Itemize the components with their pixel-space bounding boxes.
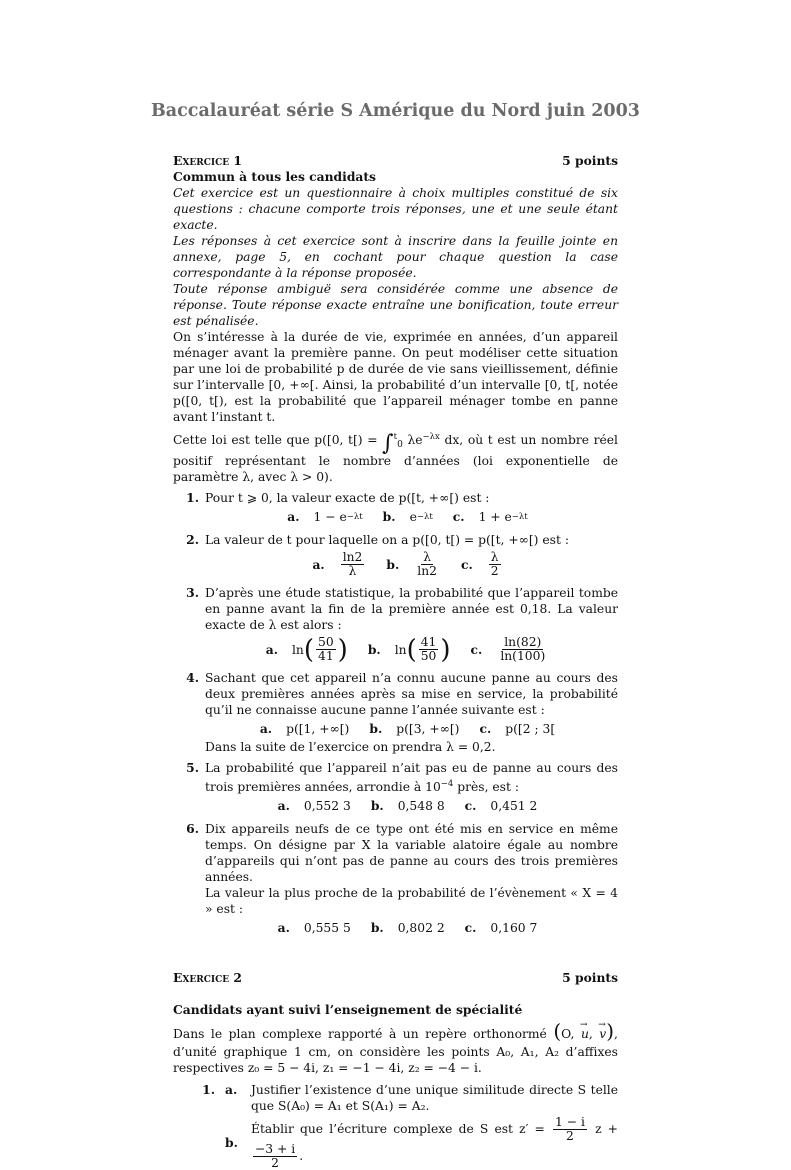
question-1-answers: a. 1 − e −λt b. e −λt c. 1 + e −λt (287, 509, 528, 524)
exercise-2-paragraph: Dans le plan complexe rapporté à un repère orthonormé (O, → u, → v), d’unité graphique 1 cm, on considère les points A₀, A₁, A₂ d’affixes respectives z₀ = 5 − 4i, z₁ = −1 − 4i, z₂ = −4 − i. (173, 1018, 618, 1076)
ex2-question-1a: a. Justifier l’existence d’une unique similitude directe S telle que S(A₀) = A₁ et S(A₁) = A₂. (225, 1082, 618, 1113)
question-5 (173, 760, 618, 816)
question-6-text-2: La valeur la plus proche de la probabilité de l’évènement « X = 4 » est : (205, 886, 618, 916)
integral-sign: ∫ (382, 431, 394, 456)
question-6-text: Dix appareils neufs de ce type ont été mis en service en même temps. On désigne par X la variable alatoire égale au nombre d’appareils qui n’ont pas de panne au cours des trois premières années. (205, 822, 618, 884)
question-5-text: La probabilité que l’appareil n’ait pas eu de panne au cours des trois premières années, arrondie à $10^{-4}$ près, est : (205, 761, 618, 794)
question-2-text: La valeur de t pour laquelle on a p([0, t[) = p([t, +∞[) est : (205, 533, 569, 547)
question-1-text: Pour t ⩾ 0, la valeur exacte de p([t, +∞[) est : (205, 491, 490, 505)
answer-c: 0,451 2 (490, 799, 538, 813)
question-5-answers: a. 0,552 3 b. 0,548 8 c. 0,451 2 (277, 798, 538, 813)
paragraph-2 (173, 429, 618, 485)
answer-c: $\frac{\lambda}{2}$ (490, 550, 499, 578)
vector-u: → u (581, 1026, 589, 1042)
question-2 (173, 532, 618, 580)
exercise-1-header (173, 153, 618, 169)
question-3-answers: a. ln ( $\frac{50}{41}$ ) b. ln ( $\frac{41}{50}$ ) c. $\frac{\ln(82)}{\ln(100)}$ (205, 636, 618, 663)
intro-line-1: Cet exercice est un questionnaire à choix multiples constitué de six questions : chacune comporte trois réponses, une et une seule étant exacte. (173, 186, 618, 232)
exercise-2-subtitle: Candidats ayant suivi l’enseignement de spécialité (173, 1002, 523, 1017)
answer-b: 0,548 8 (397, 799, 445, 813)
question-number: 2. (186, 532, 199, 547)
question-4 (173, 670, 618, 755)
question-6 (173, 821, 618, 938)
exercise-1-points: 5 points (562, 153, 618, 168)
question-number: 6. (186, 821, 199, 836)
exercise-1-subtitle: Commun à tous les candidats (173, 169, 376, 184)
answer-a: ln ( $\frac{50}{41}$ ) (292, 634, 348, 665)
paragraph-2-end: dx, où t est un nombre réel positif représentant le nombre d’années (loi exponentielle de paramètre λ, avec λ > 0). (173, 433, 618, 484)
question-number: 4. (186, 670, 199, 685)
question-3 (173, 585, 618, 665)
answer-a: $\frac{\ln 2}{\lambda}$ (342, 550, 363, 578)
integrand: λe (407, 433, 423, 447)
exercise-2-header (173, 970, 618, 986)
answer-c: $\frac{\ln(82)}{\ln(100)}$ (500, 635, 546, 663)
vector-v: → v (599, 1026, 606, 1042)
question-number: 3. (186, 585, 199, 600)
question-number: 5. (186, 760, 199, 775)
answer-b: 0,802 2 (397, 921, 445, 935)
ex2-question-1 (173, 1082, 618, 1170)
question-6-answers: a. 0,555 5 b. 0,802 2 c. 0,160 7 (277, 920, 538, 935)
answer-c: 1 + e −λt (478, 510, 528, 524)
answer-b: e −λt (409, 510, 433, 524)
question-number: 1. (186, 490, 199, 505)
question-1 (173, 490, 618, 527)
answer-c: 0,160 7 (490, 921, 538, 935)
integral-lower: 0 (397, 440, 403, 450)
question-3-text: D’après une étude statistique, la probabilité que l’appareil tombe en panne avant la fin de la première année est 0,18. La valeur exacte de λ est alors : (205, 586, 618, 632)
answer-b: p([3, +∞[) (396, 722, 460, 736)
answer-a: 0,552 3 (303, 799, 351, 813)
integral-upper: t (393, 432, 398, 442)
question-number: 1. (202, 1082, 215, 1097)
intro-line-3: Toute réponse ambiguë sera considérée comme une absence de réponse. Toute réponse exacte entraîne une bonification, toute erreur est pénalisée. (173, 282, 618, 328)
intro-line-2: Les réponses à cet exercice sont à inscrire dans la feuille jointe en annexe, page 5, en cochant pour chaque question la case correspondante à la réponse proposée. (173, 234, 618, 280)
question-4-answers: a. p([1, +∞[) b. p([3, +∞[) c. p([2 ; 3[ (259, 721, 556, 736)
question-4-text: Sachant que cet appareil n’a connu aucune panne au cours des deux premières années après sa mise en service, la probabilité qu’il ne connaisse aucune panne l’année suivante est : (205, 671, 618, 717)
exercise-1-label: Exercice 1 (173, 153, 242, 168)
answer-a: p([1, +∞[) (286, 722, 350, 736)
answer-b: ln ( $\frac{41}{50}$ ) (394, 634, 451, 665)
paragraph-2-start: Cette loi est telle que p([0, t[) = (173, 433, 378, 447)
answer-c: p([2 ; 3[ (505, 722, 556, 736)
paragraph-1: On s’intéresse à la durée de vie, exprimée en années, d’un appareil ménager avant la première panne. On peut modéliser cette situation par une loi de probabilité p de durée de vie sans vieillissement, définie sur l’intervalle [0, +∞[. Ainsi, la probabilité d’un intervalle [0, t[, notée p([0, t[), est la probabilité que l’appareil ménager tombe en panne avant l’instant t. (173, 330, 618, 424)
page-title: Baccalauréat série S Amérique du Nord juin 2003 (151, 101, 640, 121)
content (173, 153, 618, 1170)
answer-b: $\frac{\lambda}{\ln 2}$ (417, 550, 437, 578)
integrand-exponent: −λx (422, 432, 440, 442)
exercise-2-points: 5 points (562, 970, 618, 985)
question-4-note: Dans la suite de l’exercice on prendra λ = 0,2. (205, 740, 496, 754)
exercise-2-label: Exercice 2 (173, 970, 242, 985)
question-2-answers: a. $\frac{\ln 2}{\lambda}$ b. $\frac{\lambda}{\ln 2}$ c. $\frac{\lambda}{2}$ (205, 551, 618, 578)
answer-a: 1 − e −λt (313, 510, 363, 524)
answer-a: 0,555 5 (303, 921, 351, 935)
ex2-question-1b: b. Établir que l’écriture complexe de S est z′ = $\frac{1 - i}{2}$ z + $\frac{-3 + i}{2}$ . (225, 1115, 618, 1170)
